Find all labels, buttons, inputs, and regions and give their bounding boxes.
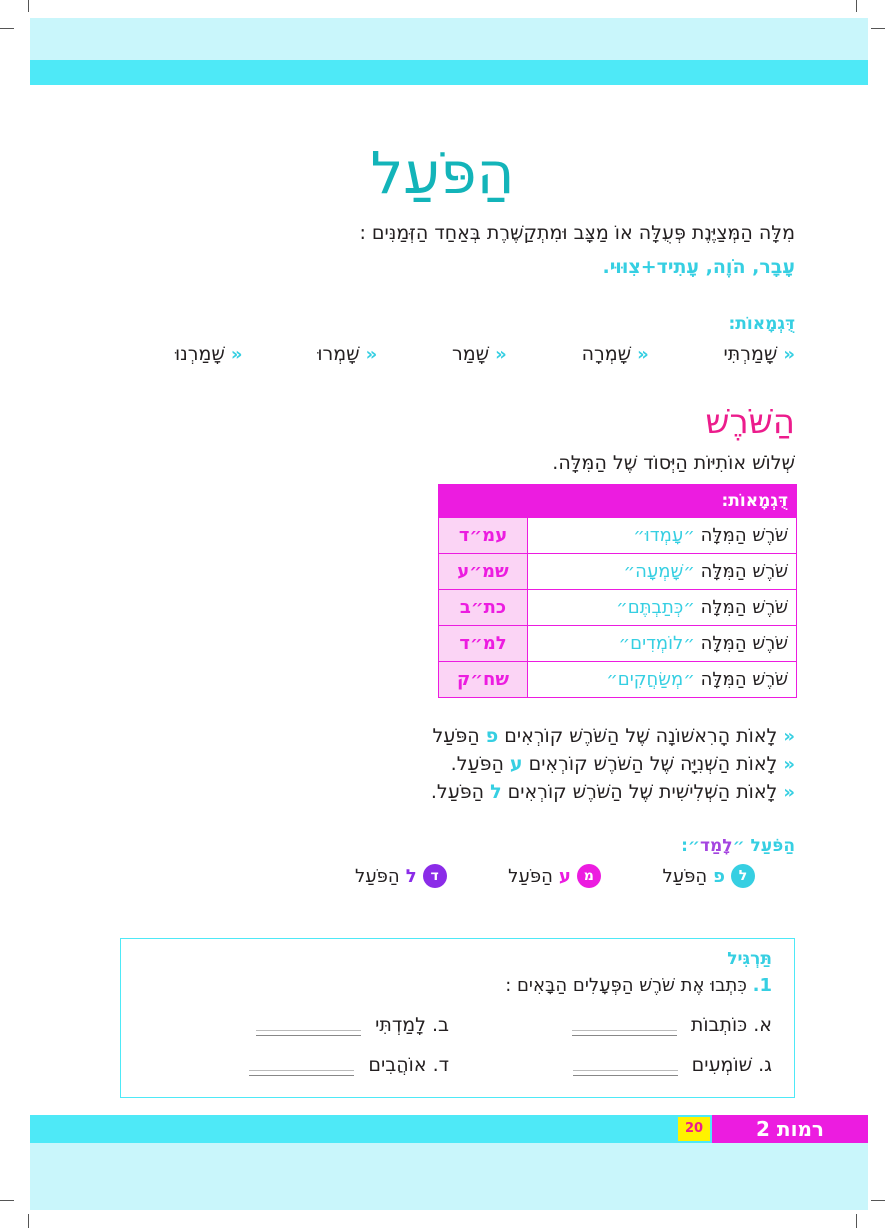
answer-word: ד. אוֹהֲבִים	[368, 1054, 449, 1076]
rule-letter: ע	[509, 753, 523, 775]
answer-item	[256, 1014, 449, 1036]
root-word-cell	[528, 626, 797, 662]
crop-mark	[871, 28, 885, 29]
table-row	[439, 590, 797, 626]
crop-mark	[0, 28, 14, 29]
root-word-cell	[528, 662, 797, 698]
pattern-letter: ע	[558, 865, 571, 887]
double-chevron-icon: »	[637, 343, 649, 365]
header-band	[30, 60, 868, 85]
table-row	[439, 554, 797, 590]
example-item	[175, 340, 243, 368]
root-word: ״מְשַׂחֲקִים״	[606, 669, 695, 690]
lamad-label	[681, 836, 795, 856]
example-word: שָׁמַרְתִּי	[723, 343, 778, 365]
lamad-letters	[355, 862, 755, 890]
lamad-label-after: ״:	[681, 836, 700, 856]
rule-before: לָאוֹת הָרִאשׁוֹנָה שֶׁל הַשֹּׁרֶשׁ קוֹרְאִים	[504, 725, 778, 747]
root-value: כת״ב	[439, 590, 528, 626]
answer-item	[249, 1054, 449, 1076]
table-row	[439, 518, 797, 554]
examples-row	[175, 340, 795, 368]
root-prefix: שֹׁרֶשׁ הַמִּלָּה	[700, 525, 788, 546]
rule-text	[431, 781, 778, 803]
root-word-cell	[528, 590, 797, 626]
page-title: הַפֹּעַל	[370, 139, 515, 207]
root-definition: שְׁלוֹשׁ אוֹתִיּוֹת הַיְּסוֹד שֶׁל הַמִּלָּה.	[552, 452, 795, 474]
crop-mark	[856, 0, 857, 12]
letter-pair	[355, 862, 447, 890]
letter-circle: מ	[577, 864, 601, 888]
crop-mark	[28, 0, 29, 12]
example-item	[452, 340, 507, 368]
exercise-title: תַּרְגִּיל	[727, 949, 772, 969]
example-word: שָׁמַרְנוּ	[175, 343, 225, 365]
root-word: ״לוֹמְדִים״	[618, 633, 695, 654]
root-value: עמ״ד	[439, 518, 528, 554]
letter-pair	[508, 862, 601, 890]
pattern-letter: ל	[405, 865, 417, 887]
rule-after: הַפֹּעַל	[432, 725, 480, 747]
root-value: שח״ק	[439, 662, 528, 698]
crop-mark	[856, 1214, 857, 1228]
rule-line	[295, 750, 795, 778]
rule-line	[295, 778, 795, 806]
lamad-label-before: הַפֹּעַל ״	[732, 836, 795, 856]
question-number: 1.	[752, 975, 772, 996]
root-word: ״שָׁמְעָה״	[623, 561, 695, 582]
rule-text	[451, 753, 778, 775]
double-chevron-icon: »	[783, 725, 795, 747]
pattern-word: הַפֹּעַל	[355, 865, 400, 887]
example-word: שָׁמַר	[452, 343, 490, 365]
pattern-letter: פ	[713, 865, 725, 887]
letter-circle: ל	[731, 864, 755, 888]
answer-blank[interactable]	[573, 1061, 678, 1076]
table-row	[439, 662, 797, 698]
double-chevron-icon: »	[783, 343, 795, 365]
answer-word: ב. לָמַדְתִּי	[375, 1014, 449, 1036]
double-chevron-icon: »	[783, 753, 795, 775]
lamad-word: לָמַד	[699, 836, 733, 856]
root-prefix: שֹׁרֶשׁ הַמִּלָּה	[700, 597, 788, 618]
exercise-box	[120, 938, 795, 1098]
root-prefix: שֹׁרֶשׁ הַמִּלָּה	[700, 561, 788, 582]
crop-mark	[28, 1214, 29, 1228]
example-item	[582, 340, 649, 368]
answer-blank[interactable]	[249, 1061, 354, 1076]
example-word: שָׁמְרוּ	[317, 343, 360, 365]
rule-after: הַפֹּעַל.	[430, 781, 485, 803]
answer-item	[573, 1054, 772, 1076]
pattern-word: הַפֹּעַל	[662, 865, 708, 887]
rule-letter: פ	[485, 725, 499, 747]
root-word-cell	[528, 554, 797, 590]
roots-table-header: דֻּגְמָאוֹת:	[439, 485, 797, 518]
crop-mark	[0, 1200, 14, 1201]
rule-line	[295, 722, 795, 750]
example-item	[317, 340, 377, 368]
series-label: רמות 2	[712, 1115, 868, 1143]
table-row	[439, 626, 797, 662]
double-chevron-icon: »	[365, 343, 378, 365]
root-value: למ״ד	[439, 626, 528, 662]
root-letter-rules	[295, 722, 795, 806]
question-text: כִּתְבוּ אֶת שֹׁרֶשׁ הַפְּעָלִים הַבָּאִים :	[505, 975, 747, 996]
example-item	[724, 340, 795, 368]
roots-table	[438, 484, 797, 698]
root-prefix: שֹׁרֶשׁ הַמִּלָּה	[700, 633, 788, 654]
rule-before: לָאוֹת הַשְּׁנִיָּה שֶׁל הַשֹּׁרֶשׁ קוֹרְאִים	[528, 753, 778, 775]
page-number: 20	[678, 1117, 710, 1141]
double-chevron-icon: »	[495, 343, 507, 365]
root-section-title: הַשֹּׁרֶשׁ	[705, 402, 795, 442]
rule-before: לָאוֹת הַשְּׁלִישִׁית שֶׁל הַשֹּׁרֶשׁ קוֹרְאִים	[507, 781, 778, 803]
letter-circle: ד	[423, 864, 447, 888]
pattern-word: הַפֹּעַל	[508, 865, 553, 887]
answer-blank[interactable]	[256, 1021, 361, 1036]
answer-word: א. כּוֹתְבוֹת	[690, 1014, 772, 1036]
answer-item	[572, 1014, 772, 1036]
rule-text	[433, 725, 778, 747]
header-band-light	[30, 18, 868, 60]
double-chevron-icon: »	[230, 343, 243, 365]
double-chevron-icon: »	[783, 781, 795, 803]
root-value: שמ״ע	[439, 554, 528, 590]
exercise-question	[505, 975, 772, 996]
rule-letter: ל	[490, 781, 502, 803]
crop-mark	[871, 1200, 885, 1201]
rule-after: הַפֹּעַל.	[450, 753, 504, 775]
tenses-line: עָבָר, הֹוֶה, עָתִיד+צִוּוּי.	[602, 256, 795, 278]
letter-pair	[662, 862, 755, 890]
footer-band-light	[30, 1143, 868, 1210]
examples-label: דֻּגְמָאוֹת:	[728, 314, 795, 334]
example-word: שָׁמְרָה	[581, 343, 632, 365]
root-word-cell	[528, 518, 797, 554]
root-word: ״כְּתַבְתֶּם״	[616, 597, 695, 618]
answer-word: ג. שׁוֹמְעִים	[691, 1054, 772, 1076]
answer-blank[interactable]	[572, 1021, 677, 1036]
root-word: ״עָמְדוּ״	[633, 525, 695, 546]
root-prefix: שֹׁרֶשׁ הַמִּלָּה	[700, 669, 788, 690]
verb-definition: מִלָּה הַמְּצַיֶּנֶת פְּעֻלָּה אוֹ מַצָּב וּמִתְקַשֶּׁרֶת בְּאַחַד הַזְּמַנִּים :	[359, 222, 795, 244]
